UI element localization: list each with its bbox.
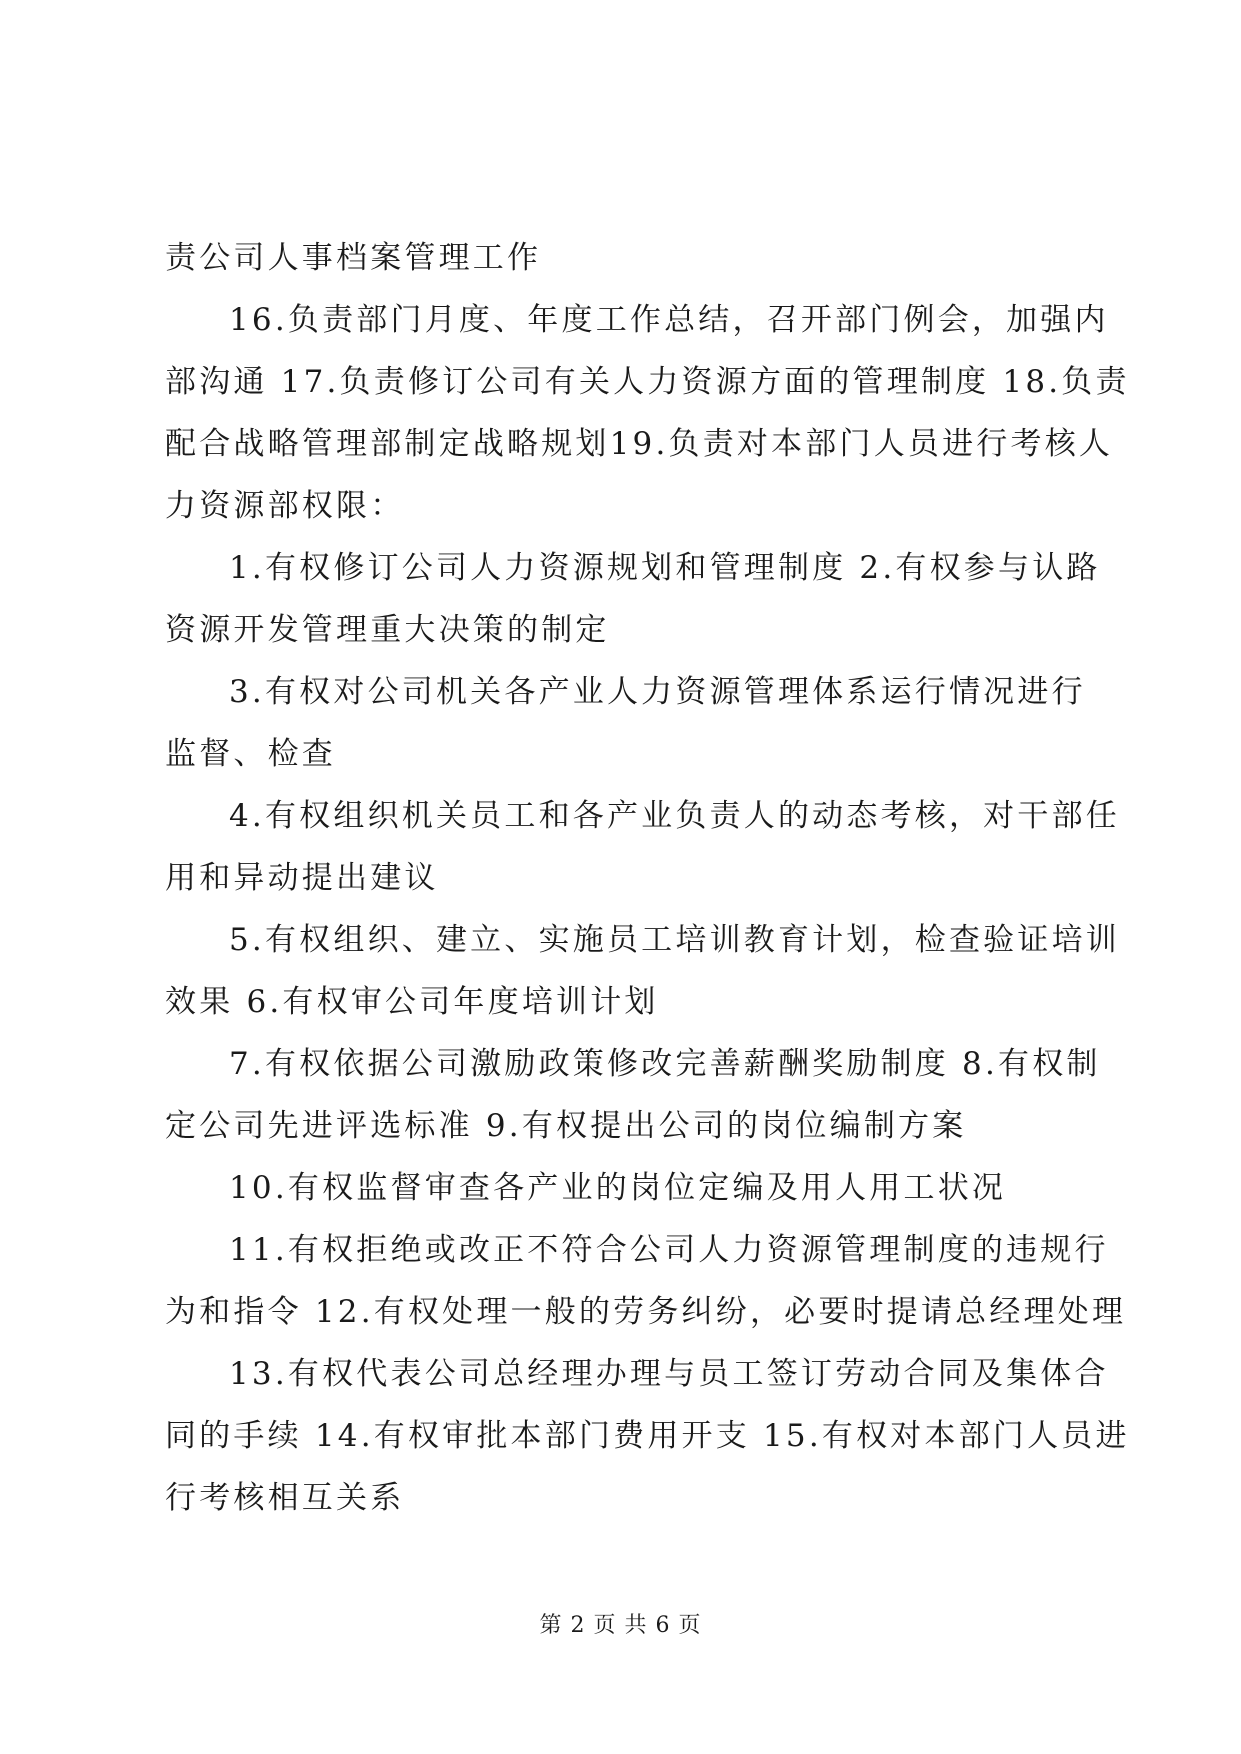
text-line: 同的手续 14.有权审批本部门费用开支 15.有权对本部门人员进	[165, 1418, 1130, 1454]
text-line: 5.有权组织、建立、实施员工培训教育计划，检查验证培训	[229, 922, 1120, 958]
text-line: 10.有权监督审查各产业的岗位定编及用人用工状况	[229, 1170, 1007, 1206]
text-line: 行考核相互关系	[165, 1480, 405, 1516]
text-line: 1.有权修订公司人力资源规划和管理制度 2.有权参与认路	[229, 550, 1101, 586]
document-body	[165, 226, 1130, 1528]
text-line: 11.有权拒绝或改正不符合公司人力资源管理制度的违规行	[229, 1232, 1109, 1268]
text-line: 7.有权依据公司激励政策修改完善薪酬奖励制度 8.有权制	[229, 1046, 1101, 1082]
page-indicator: 第 2 页 共 6 页	[539, 1613, 702, 1638]
text-line: 资源开发管理重大决策的制定	[165, 612, 610, 648]
text-line: 16.负责部门月度、年度工作总结，召开部门例会，加强内	[229, 302, 1109, 338]
text-line: 力资源部权限：	[165, 488, 405, 524]
text-line: 用和异动提出建议	[165, 860, 439, 896]
text-line: 部沟通 17.负责修订公司有关人力资源方面的管理制度 18.负责	[165, 364, 1130, 400]
text-line: 监督、检查	[165, 736, 336, 772]
text-line: 3.有权对公司机关各产业人力资源管理体系运行情况进行	[229, 674, 1086, 710]
text-line: 责公司人事档案管理工作	[165, 240, 542, 276]
text-line: 效果 6.有权审公司年度培训计划	[165, 984, 659, 1020]
text-line: 配合战略管理部制定战略规划19.负责对本部门人员进行考核人	[165, 426, 1114, 462]
page-footer	[0, 1608, 1241, 1639]
text-line: 4.有权组织机关员工和各产业负责人的动态考核，对干部任	[229, 798, 1120, 834]
text-line: 为和指令 12.有权处理一般的劳务纠纷，必要时提请总经理处理	[165, 1294, 1127, 1330]
text-line: 定公司先进评选标准 9.有权提出公司的岗位编制方案	[165, 1108, 967, 1144]
text-line: 13.有权代表公司总经理办理与员工签订劳动合同及集体合	[229, 1356, 1109, 1392]
